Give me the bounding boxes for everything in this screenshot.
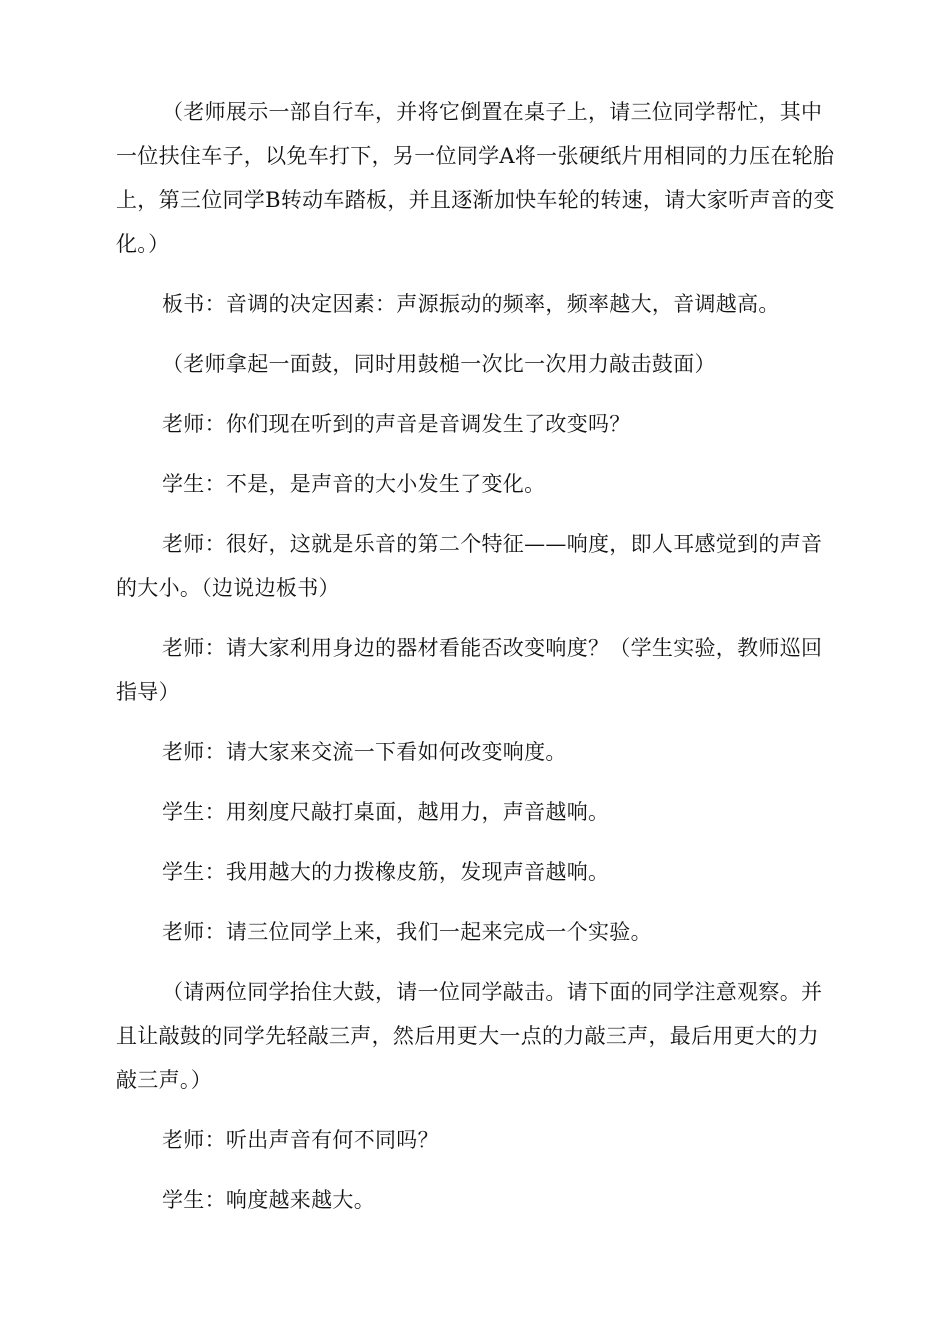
paragraph-teacher-experiment: 老师：请大家利用身边的器材看能否改变响度？（学生实验，教师巡回指导） [116, 636, 823, 704]
paragraph-teacher-invite: 老师：请三位同学上来，我们一起来完成一个实验。 [162, 920, 652, 944]
paragraph-teacher-difference: 老师：听出声音有何不同吗？ [162, 1128, 439, 1152]
paragraph-teacher-question: 老师：你们现在听到的声音是音调发生了改变吗？ [162, 412, 631, 436]
paragraph-teacher-loudness: 老师：很好，这就是乐音的第二个特征——响度，即人耳感觉到的声音的大小。（边说边板书） [116, 532, 823, 600]
paragraph-student-answer: 学生：不是，是声音的大小发生了变化。 [162, 472, 546, 496]
paragraph-demo-bicycle: （老师展示一部自行车，并将它倒置在桌子上，请三位同学帮忙，其中一位扶住车子，以免车打下，另一位同学A将一张硬纸片用相同的力压在轮胎上，第三位同学B转动车踏板，并且逐渐加快车轮的转速，请大家听声音的变化。） [116, 100, 835, 256]
paragraph-demo-drum: （老师拿起一面鼓，同时用鼓槌一次比一次用力敲击鼓面） [162, 352, 716, 376]
paragraph-teacher-discuss: 老师：请大家来交流一下看如何改变响度。 [162, 740, 567, 764]
document-body [116, 90, 836, 1238]
paragraph-board-pitch: 板书：音调的决定因素：声源振动的频率，频率越大，音调越高。 [162, 292, 780, 316]
paragraph-demo-big-drum: （请两位同学抬住大鼓，请一位同学敲击。请下面的同学注意观察。并且让敲鼓的同学先轻敲三声，然后用更大一点的力敲三声，最后用更大的力敲三声。） [116, 980, 823, 1092]
paragraph-student-ruler: 学生：用刻度尺敲打桌面，越用力，声音越响。 [162, 800, 610, 824]
paragraph-student-rubberband: 学生：我用越大的力拨橡皮筋，发现声音越响。 [162, 860, 610, 884]
paragraph-student-louder: 学生：响度越来越大。 [162, 1188, 375, 1212]
